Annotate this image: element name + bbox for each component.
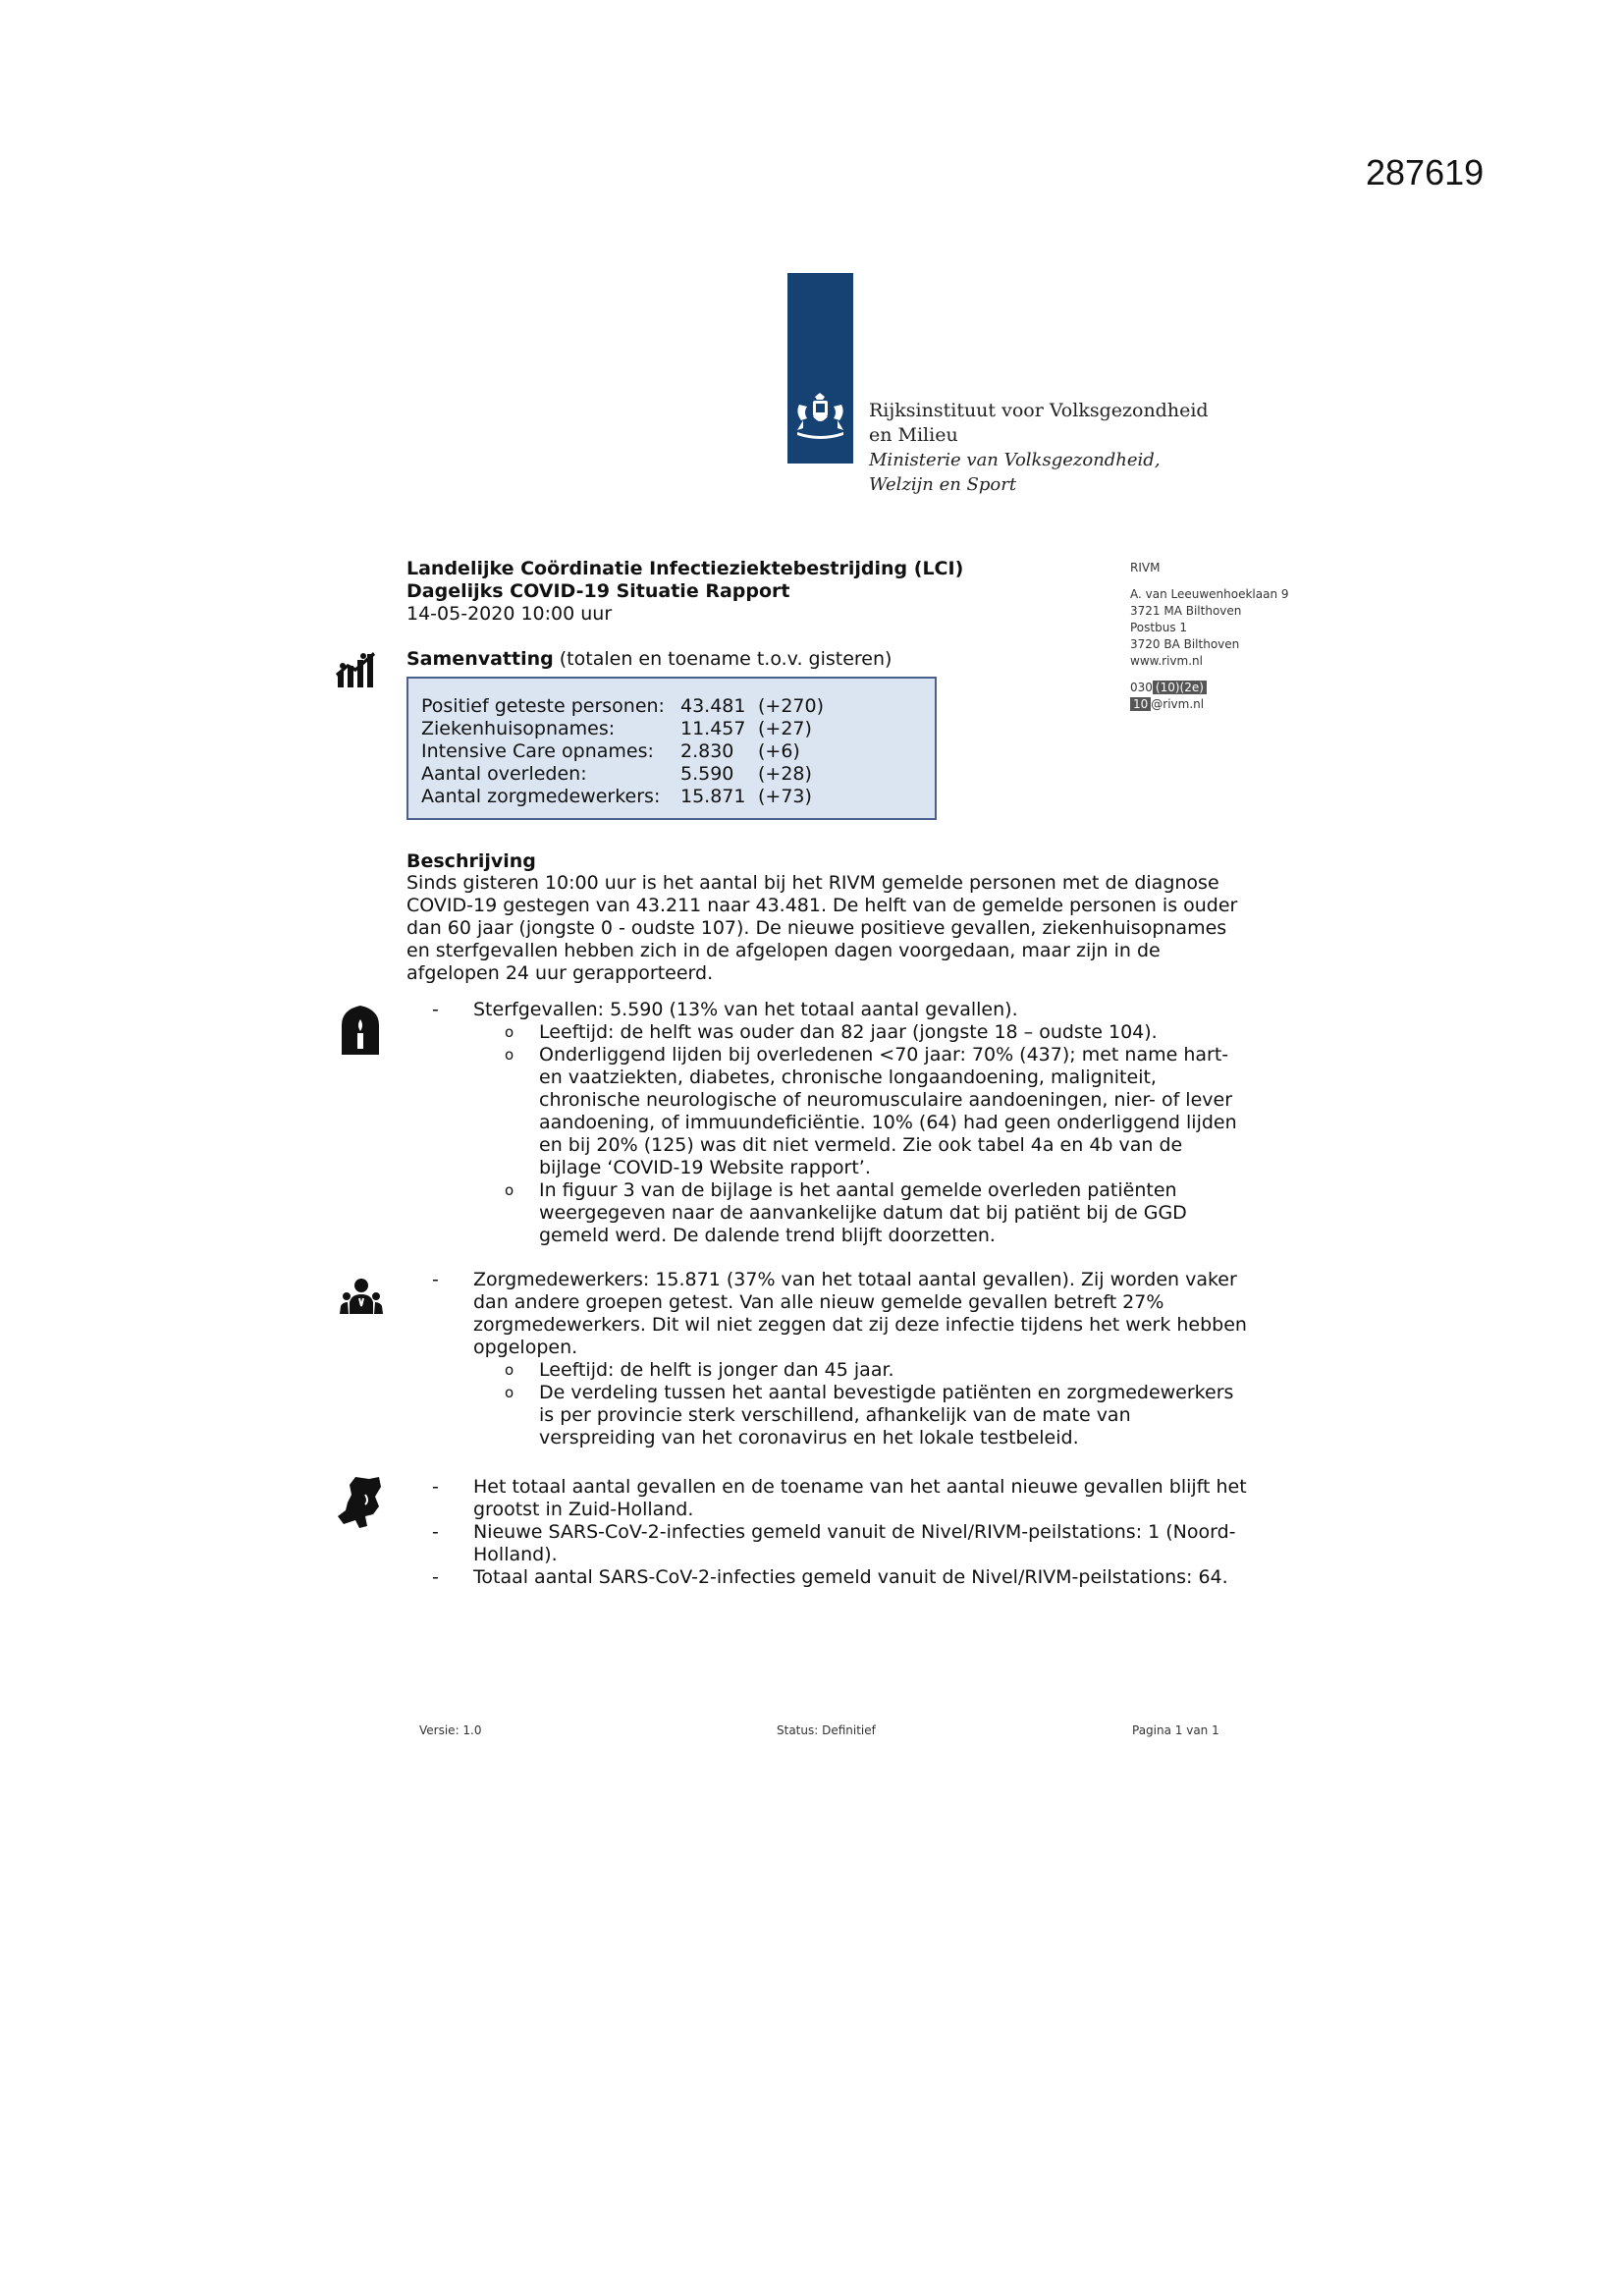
candle-icon: [340, 1004, 381, 1057]
address-block: [1130, 560, 1289, 713]
regional-section: [432, 1476, 1247, 1589]
description-title: Beschrijving: [406, 850, 536, 872]
address-postcity: 3720 BA Bilthoven: [1130, 637, 1240, 651]
deaths-section: [432, 999, 1247, 1247]
address-phone: 030 (10)(2e): [1130, 680, 1289, 696]
report-heading: [406, 558, 963, 626]
org-line-1: Rijksinstituut voor Volksgezondheid: [869, 400, 1209, 421]
address-city: 3721 MA Bilthoven: [1130, 604, 1242, 618]
phone-redaction: (10)(2e): [1153, 681, 1207, 694]
org-line-3: Ministerie van Volksgezondheid,: [869, 450, 1161, 470]
list-item: - Nieuwe SARS-CoV-2-infecties gemeld vanuit de Nivel/RIVM-peilstations: 1 (Noord-Holland).: [432, 1521, 1236, 1565]
report-title-1: Landelijke Coördinatie Infectieziektebestrijding (LCI): [406, 558, 964, 579]
email-redaction: 10: [1130, 697, 1151, 711]
org-line-2: en Milieu: [869, 424, 958, 446]
chart-people-icon: [334, 648, 377, 691]
report-date: 14-05-2020 10:00 uur: [406, 603, 613, 625]
report-title-2: Dagelijks COVID-19 Situatie Rapport: [406, 580, 790, 602]
workers-section: [432, 1269, 1247, 1449]
summary-box: [406, 677, 937, 820]
medical-staff-icon: [340, 1277, 383, 1316]
list-item: - Totaal aantal SARS-CoV-2-infecties gemeld vanuit de Nivel/RIVM-peilstations: 64.: [432, 1566, 1228, 1588]
summary-row: Positief geteste personen: 43.481 (+270): [421, 695, 825, 717]
summary-row: Aantal zorgmedewerkers: 15.871 (+73): [421, 786, 812, 807]
footer-status: Status: Definitief: [777, 1723, 876, 1737]
summary-row: Intensive Care opnames: 2.830 (+6): [421, 740, 800, 762]
address-web: www.rivm.nl: [1130, 654, 1203, 668]
sub-list-item: o In figuur 3 van de bijlage is het aantal gemelde overleden patiënten weergegeven naar de aanvankelijke datum dat bij patiënt bij de GGD gemeld werd. De dalende trend blijft doorzetten.: [505, 1179, 1187, 1246]
summary-row: Ziekenhuisopnames: 11.457 (+27): [421, 718, 812, 739]
footer-version: Versie: 1.0: [419, 1723, 482, 1737]
org-line-4: Welzijn en Sport: [869, 474, 1017, 495]
coat-of-arms-icon: [789, 391, 851, 442]
address-name: RIVM: [1130, 561, 1161, 574]
document-number: 287619: [1366, 152, 1485, 192]
sub-list-item: o Onderliggend lijden bij overledenen <70 jaar: 70% (437); met name hart- en vaatziekten, diabetes, chronische longaandoening, maligniteit, chronische neurologische of neuromusculaire aandoeningen, nier- of lever aandoening, of immuundeficiëntie. 10% (64) had geen onderliggend lijden en bij 20% (125) was dit niet vermeld. Zie ook tabel 4a en 4b van de bijlage ‘COVID-19 Website rapport’.: [505, 1044, 1237, 1178]
organization-name: [869, 399, 1209, 497]
sub-list-item: o Leeftijd: de helft is jonger dan 45 jaar.: [505, 1359, 894, 1381]
description-text: Sinds gisteren 10:00 uur is het aantal bij het RIVM gemelde personen met de diagnose COVID-19 gestegen van 43.211 naar 43.481. De helft van de gemelde personen is ouder dan 60 jaar (jongste 0 - oudste 107). De nieuwe positieve gevallen, ziekenhuisopnames en sterfgevallen hebben zich in de afgelopen dagen voorgedaan, maar zijn in de afgelopen 24 uur gerapporteerd.: [406, 872, 1238, 984]
summary-title: Samenvatting (totalen en toename t.o.v. gisteren): [406, 648, 893, 670]
list-item: - Het totaal aantal gevallen en de toename van het aantal nieuwe gevallen blijft het grootst in Zuid-Holland.: [432, 1476, 1247, 1520]
sub-list-item: o De verdeling tussen het aantal bevestigde patiënten en zorgmedewerkers is per provincie sterk verschillend, afhankelijk van de mate van verspreiding van het coronavirus en het lokale testbeleid.: [505, 1382, 1234, 1449]
footer-page: Pagina 1 van 1: [1132, 1723, 1219, 1737]
list-item: - Sterfgevallen: 5.590 (13% van het totaal aantal gevallen).: [432, 999, 1018, 1020]
sub-list-item: o Leeftijd: de helft was ouder dan 82 jaar (jongste 18 – oudste 104).: [505, 1021, 1158, 1043]
netherlands-map-icon: [336, 1475, 383, 1530]
summary-row: Aantal overleden: 5.590 (+28): [421, 763, 812, 785]
address-postbus: Postbus 1: [1130, 621, 1188, 634]
list-item: - Zorgmedewerkers: 15.871 (37% van het totaal aantal gevallen). Zij worden vaker dan andere groepen getest. Van alle nieuw gemelde gevallen betreft 27% zorgmedewerkers. Dit wil niet zeggen dat zij deze infectie tijdens het werk hebben opgelopen.: [432, 1269, 1247, 1358]
address-street: A. van Leeuwenhoeklaan 9: [1130, 587, 1289, 601]
address-email: 10 @rivm.nl: [1130, 696, 1289, 713]
